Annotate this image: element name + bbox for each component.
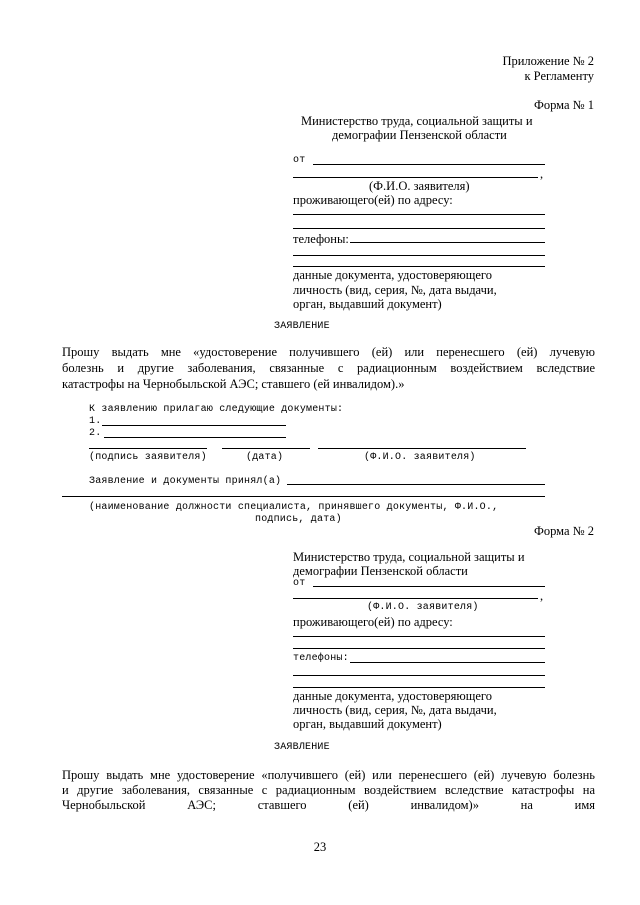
form2-from-line2: [293, 598, 538, 599]
form1-phones-line2: [293, 255, 545, 256]
form2-doc-line2: личность (вид, серия, №, дата выдачи,: [293, 703, 497, 717]
form1-fio-caption2: (Ф.И.О. заявителя): [364, 452, 476, 463]
form1-address-line2: [293, 228, 545, 229]
form1-phones-line3: [293, 266, 545, 267]
form1-doc-line3: орган, выдавший документ): [293, 297, 442, 311]
form1-statement-title: ЗАЯВЛЕНИЕ: [274, 321, 330, 332]
form1-item2-label: 2.: [89, 428, 102, 439]
form1-body-line3: катастрофы на Чернобыльской АЭС; ставшего (ей инвалидом).»: [62, 377, 405, 391]
form2-address-line2: [293, 648, 545, 649]
form1-doc-line1: данные документа, удостоверяющего: [293, 268, 492, 282]
form2-from-label: от: [293, 578, 306, 589]
form2-statement-title: ЗАЯВЛЕНИЕ: [274, 742, 330, 753]
form2-ministry-line2: демографии Пензенской области: [293, 564, 468, 578]
form1-ministry-line2: демографии Пензенской области: [332, 128, 507, 142]
form2-phones-label: телефоны:: [293, 653, 349, 664]
form1-signature-line: [89, 448, 207, 449]
form2-phones-line2: [293, 675, 545, 676]
form1-date-line: [222, 448, 310, 449]
form1-comma: ,: [540, 167, 544, 181]
form1-signature-caption: (подпись заявителя): [89, 452, 207, 463]
page-number: 23: [313, 840, 327, 854]
form1-address-line1: [293, 214, 545, 215]
form1-body-line1: Прошу выдать мне «удостоверение получившего (ей) или перенесшего (ей) лучевую: [62, 345, 595, 359]
form1-date-caption: (дата): [246, 452, 284, 463]
form1-item1-label: 1.: [89, 416, 102, 427]
form2-doc-line1: данные документа, удостоверяющего: [293, 689, 492, 703]
form1-fio-caption: (Ф.И.О. заявителя): [369, 179, 470, 193]
form1-position-caption1: (наименование должности специалиста, принявшего документы, Ф.И.О.,: [89, 502, 499, 513]
form1-accepted-line: [287, 484, 545, 485]
form2-fio-caption: (Ф.И.О. заявителя): [367, 602, 479, 613]
form1-item2-line: [104, 437, 286, 438]
form1-item1-line: [102, 425, 286, 426]
form1-fio-line: [318, 448, 526, 449]
form1-attach-heading: К заявлению прилагаю следующие документы:: [89, 404, 344, 415]
form2-doc-line3: орган, выдавший документ): [293, 717, 442, 731]
form2-phones-line3: [293, 687, 545, 688]
form1-phones-label: телефоны:: [293, 232, 349, 246]
form1-position-line: [62, 496, 545, 497]
form1-position-caption2: подпись, дата): [255, 514, 342, 525]
form1-body-line2: болезнь и другие заболевания, связанные с радиационным воздействием вследствие: [62, 361, 595, 375]
form1-accepted-label: Заявление и документы принял(а): [89, 476, 282, 487]
form2-residing-label: проживающего(ей) по адресу:: [293, 615, 453, 629]
form2-body-line3: Чернобыльской АЭС; ставшего (ей) инвалидом)» на имя: [62, 798, 595, 812]
form2-comma: ,: [540, 589, 544, 603]
form2-body-line1: Прошу выдать мне удостоверение «получившего (ей) или перенесшего (ей) лучевую болезнь: [62, 768, 595, 782]
form1-from-line2: [293, 177, 538, 178]
form2-body-line2: и другие заболевания, связанные с радиационным воздействием вследствие катастрофы на: [62, 783, 595, 797]
form1-label: Форма № 1: [534, 98, 594, 112]
regulation-label: к Регламенту: [524, 69, 594, 83]
form2-from-line: [313, 586, 545, 587]
form1-residing-label: проживающего(ей) по адресу:: [293, 193, 453, 207]
form2-label: Форма № 2: [534, 524, 594, 538]
form1-doc-line2: личность (вид, серия, №, дата выдачи,: [293, 283, 497, 297]
form2-phones-line: [350, 662, 545, 663]
form1-phones-line: [350, 242, 545, 243]
form1-from-label: от: [293, 155, 306, 166]
form2-ministry-line1: Министерство труда, социальной защиты и: [293, 550, 525, 564]
appendix-label: Приложение № 2: [502, 54, 594, 68]
form1-ministry-line1: Министерство труда, социальной защиты и: [301, 114, 533, 128]
form2-address-line1: [293, 636, 545, 637]
form1-from-line: [313, 164, 545, 165]
